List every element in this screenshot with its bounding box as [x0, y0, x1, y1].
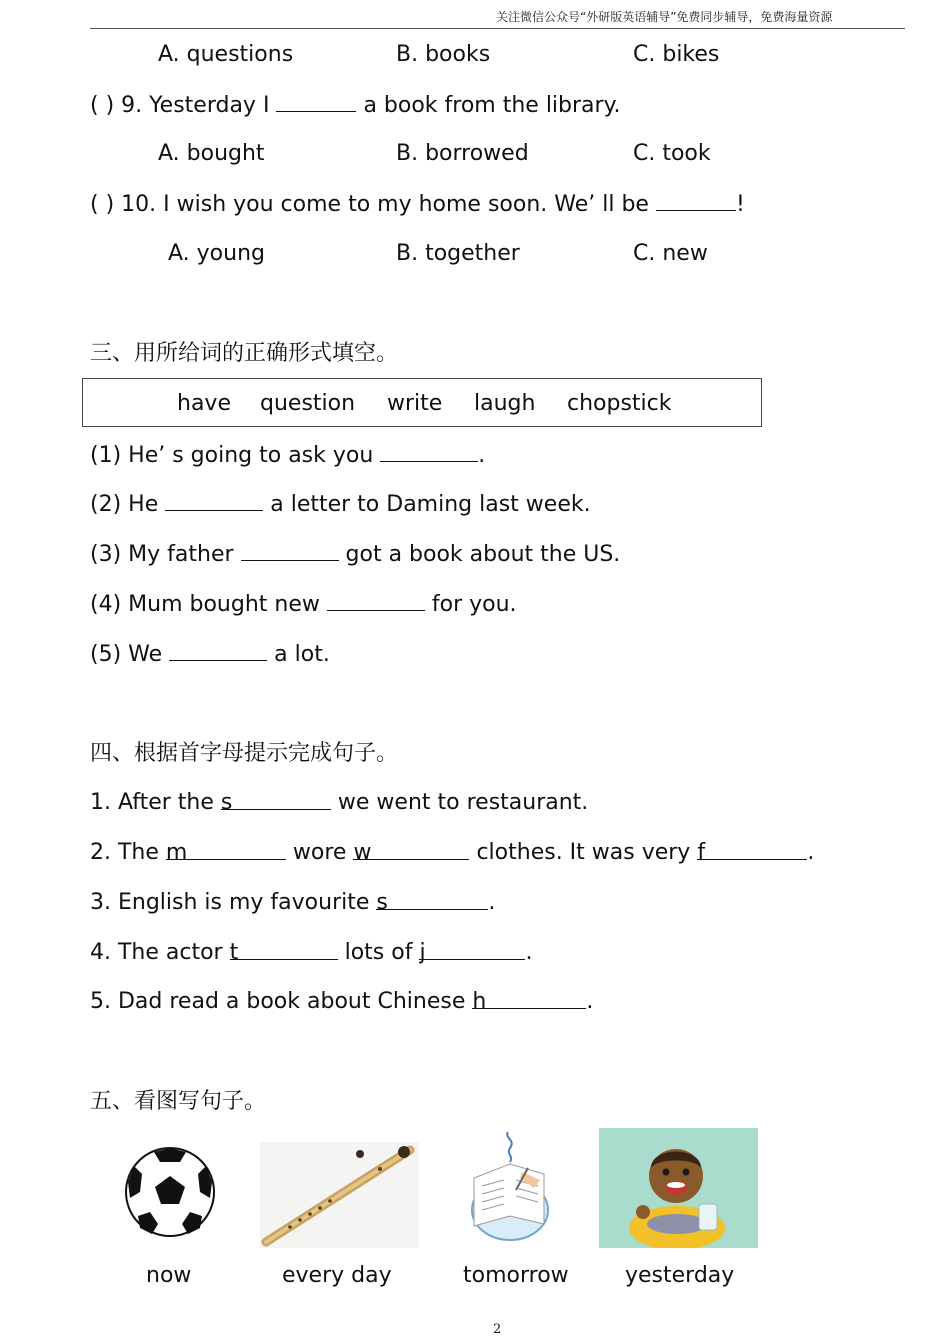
s4-2-hint-letter-2: w [353, 840, 372, 865]
page-number: 2 [493, 1322, 502, 1337]
s4-5-hint-letter: h [472, 989, 487, 1014]
s3-item-5-after: a lot. [274, 642, 330, 667]
caption-now: now [146, 1263, 192, 1288]
q8-option-b: B. books [396, 42, 491, 67]
word-bank-word: have [177, 391, 231, 416]
word-bank-box [82, 378, 762, 427]
q9-text-before: 9. Yesterday I [121, 93, 270, 118]
s3-item-1 [90, 441, 485, 470]
s4-sentence-5 [90, 988, 593, 1016]
s4-2-text-c: clothes. It was very [476, 840, 698, 865]
word-bank-word: write [387, 391, 443, 416]
s4-sentence-2 [90, 839, 814, 867]
s4-3-blank[interactable] [376, 889, 488, 915]
s3-item-2-after: a letter to Daming last week. [270, 492, 591, 517]
section3-title: 三、用所给词的正确形式填空。 [90, 341, 399, 366]
s4-3-text-a: 3. English is my favourite [90, 890, 377, 915]
s3-item-5 [90, 640, 330, 669]
q10-option-c: C. new [633, 241, 708, 266]
q10-blank[interactable] [656, 190, 736, 211]
s4-4-text-a: 4. The actor [90, 940, 230, 965]
q10-option-a: A. young [168, 241, 265, 266]
s3-item-3-after: got a book about the US. [345, 542, 621, 567]
s4-4-blank-2[interactable] [419, 939, 525, 965]
s4-1-text-a: 1. After the [90, 790, 221, 815]
q10-stem [90, 190, 745, 219]
s4-3-hint-letter: s [376, 890, 388, 915]
s4-2-text-d: . [807, 840, 815, 865]
s4-2-text-b: wore [292, 840, 354, 865]
section5-title: 五、看图写句子。 [90, 1089, 267, 1114]
q9-blank[interactable] [276, 91, 356, 112]
s4-2-blank-3[interactable] [697, 839, 807, 865]
s4-2-text-a: 2. The [90, 840, 166, 865]
s3-item-3-before: (3) My father [90, 542, 234, 567]
q9-option-b: B. borrowed [396, 141, 529, 166]
caption-yesterday: yesterday [625, 1263, 735, 1288]
writing-notebook-image [464, 1128, 554, 1244]
s3-item-4 [90, 590, 517, 619]
s3-item-5-before: (5) We [90, 642, 163, 667]
section4-title: 四、根据首字母提示完成句子。 [90, 741, 399, 766]
page-header-text: 关注微信公众号“外研版英语辅导”免费同步辅导，免费海量资源 [496, 10, 833, 24]
s4-4-text-b: lots of [344, 940, 420, 965]
q8-option-a: A. questions [158, 42, 294, 67]
q10-text-before: 10. I wish you come to my home soon. We’ ll be [121, 192, 649, 217]
q9-text-after: a book from the library. [363, 93, 621, 118]
flute-image [260, 1142, 419, 1248]
s3-item-2 [90, 490, 591, 519]
s3-item-5-blank[interactable] [169, 640, 267, 661]
s4-sentence-3 [90, 889, 495, 917]
s3-item-1-before: (1) He’ s going to ask you [90, 443, 374, 468]
q10-text-after: ! [735, 192, 745, 217]
q9-answer-paren: ( ) [90, 93, 115, 118]
s3-item-4-after: for you. [431, 592, 517, 617]
boy-eating-image [599, 1128, 758, 1248]
s3-item-2-blank[interactable] [165, 490, 263, 511]
s4-2-hint-letter-3: f [697, 840, 706, 865]
s3-item-4-before: (4) Mum bought new [90, 592, 320, 617]
q9-option-c: C. took [633, 141, 711, 166]
s4-1-blank[interactable] [220, 789, 331, 815]
s4-5-text-d: . [586, 989, 594, 1014]
soccer-ball-image [124, 1146, 216, 1238]
s4-2-blank-2[interactable] [353, 839, 469, 865]
q9-stem [90, 91, 620, 120]
s3-item-2-before: (2) He [90, 492, 159, 517]
caption-every-day: every day [282, 1263, 392, 1288]
s3-item-1-blank[interactable] [380, 441, 478, 462]
s4-1-text-b: we went to restaurant. [337, 790, 589, 815]
s4-2-hint-letter-1: m [165, 840, 188, 865]
q8-option-c: C. bikes [633, 42, 720, 67]
s3-item-1-after: . [478, 443, 486, 468]
header-rule [90, 28, 905, 29]
s4-5-blank[interactable] [472, 988, 586, 1014]
s3-item-3-blank[interactable] [241, 540, 339, 561]
s3-item-4-blank[interactable] [327, 590, 425, 611]
word-bank-word: chopstick [567, 391, 672, 416]
s4-4-hint-letter-1: t [229, 940, 239, 965]
q10-option-b: B. together [396, 241, 520, 266]
s4-4-blank-1[interactable] [229, 939, 338, 965]
word-bank-word: laugh [474, 391, 536, 416]
q10-answer-paren: ( ) [90, 192, 115, 217]
s4-3-text-d: . [488, 890, 496, 915]
s4-5-text-a: 5. Dad read a book about Chinese [90, 989, 473, 1014]
word-bank-word: question [260, 391, 356, 416]
caption-tomorrow: tomorrow [463, 1263, 569, 1288]
s4-4-text-d: . [525, 940, 533, 965]
s4-1-hint-letter: s [220, 790, 233, 815]
s4-sentence-1 [90, 789, 588, 817]
s4-2-blank-1[interactable] [165, 839, 286, 865]
s4-4-hint-letter-2: j [419, 940, 426, 965]
s4-sentence-4 [90, 939, 532, 967]
s3-item-3 [90, 540, 620, 569]
q9-option-a: A. bought [158, 141, 265, 166]
